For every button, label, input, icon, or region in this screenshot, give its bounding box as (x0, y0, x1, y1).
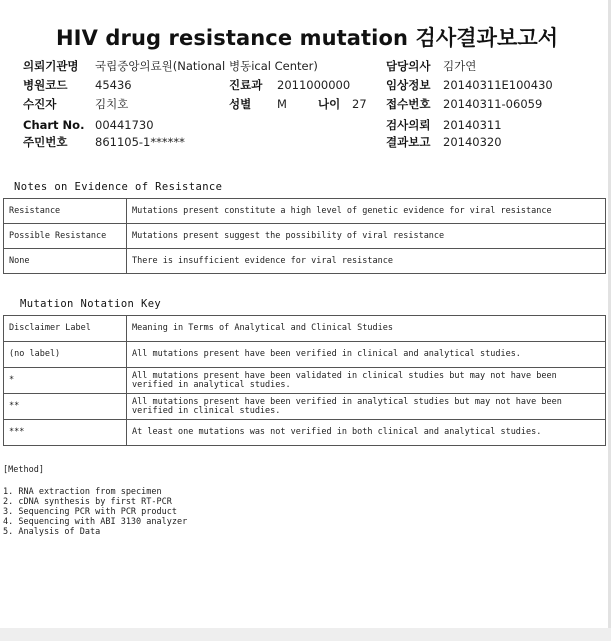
method-heading: [Method] (3, 465, 44, 475)
notation-section-title: Mutation Notation Key (20, 298, 162, 310)
notation-desc: Meaning in Terms of Analytical and Clinical Studies (127, 316, 606, 342)
request-label: 검사의뢰 (386, 118, 431, 132)
institution-value: 국립중앙의료원(National (95, 59, 226, 73)
patient-label: 수진자 (23, 97, 57, 111)
list-item: 1. RNA extraction from specimen (3, 487, 162, 497)
report-title: HIV drug resistance mutation 검사결과보고서 (56, 26, 559, 50)
evidence-desc: There is insufficient evidence for viral resistance (127, 249, 606, 274)
clinic-value: 2011000000 (277, 78, 351, 92)
rrn-label: 주민번호 (23, 135, 68, 149)
notation-desc: All mutations present have been validated in clinical studies but may not have been verified in analytical studies. (127, 368, 606, 394)
table-row (4, 394, 606, 420)
sex-value: M (277, 97, 287, 111)
list-item: 3. Sequencing PCR with PCR product (3, 507, 177, 517)
hospital-code-label: 병원코드 (23, 78, 68, 92)
notation-desc: At least one mutations was not verified in both clinical and analytical studies. (127, 420, 606, 446)
hospital-code-value: 45436 (95, 78, 132, 92)
age-label: 나이 (318, 97, 341, 111)
table-row (4, 224, 606, 249)
table-row (4, 316, 606, 342)
rrn-value: 861105-1****** (95, 135, 185, 149)
notation-label: *** (4, 420, 127, 446)
evidence-table (3, 198, 606, 274)
doctor-value: 김가연 (443, 59, 477, 73)
list-item: 5. Analysis of Data (3, 527, 101, 537)
evidence-label: Possible Resistance (4, 224, 127, 249)
evidence-desc: Mutations present suggest the possibility of viral resistance (127, 224, 606, 249)
clinical-info-label: 임상정보 (386, 78, 431, 92)
report-date-label: 결과보고 (386, 135, 431, 149)
notation-label: (no label) (4, 342, 127, 368)
clinical-info-value: 20140311E100430 (443, 78, 553, 92)
notation-desc: All mutations present have been verified in clinical and analytical studies. (127, 342, 606, 368)
table-row (4, 342, 606, 368)
notation-table (3, 315, 606, 446)
table-row (4, 249, 606, 274)
footer-bar (0, 628, 611, 641)
chart-value: 00441730 (95, 118, 154, 132)
age-value: 27 (352, 97, 367, 111)
evidence-section-title: Notes on Evidence of Resistance (14, 181, 223, 193)
request-value: 20140311 (443, 118, 502, 132)
table-row (4, 420, 606, 446)
receipt-value: 20140311-06059 (443, 97, 543, 111)
clinic-label: 진료과 (229, 78, 263, 92)
notation-label: Disclaimer Label (4, 316, 127, 342)
patient-value: 김치호 (95, 97, 129, 111)
receipt-label: 접수번호 (386, 97, 431, 111)
list-item: 2. cDNA synthesis by first RT-PCR (3, 497, 172, 507)
department-overlap: 병동ical Center) (229, 59, 318, 73)
evidence-desc: Mutations present constitute a high level of genetic evidence for viral resistance (127, 199, 606, 224)
institution-label: 의뢰기관명 (23, 59, 79, 73)
notation-label: ** (4, 394, 127, 420)
chart-label: Chart No. (23, 118, 85, 132)
sex-label: 성별 (229, 97, 252, 111)
notation-label: * (4, 368, 127, 394)
doctor-label: 담당의사 (386, 59, 431, 73)
notation-desc: All mutations present have been verified in analytical studies but may not have been verified in clinical studies. (127, 394, 606, 420)
evidence-label: None (4, 249, 127, 274)
evidence-label: Resistance (4, 199, 127, 224)
list-item: 4. Sequencing with ABI 3130 analyzer (3, 517, 188, 527)
method-list (3, 487, 187, 537)
table-row (4, 368, 606, 394)
report-date-value: 20140320 (443, 135, 502, 149)
table-row (4, 199, 606, 224)
